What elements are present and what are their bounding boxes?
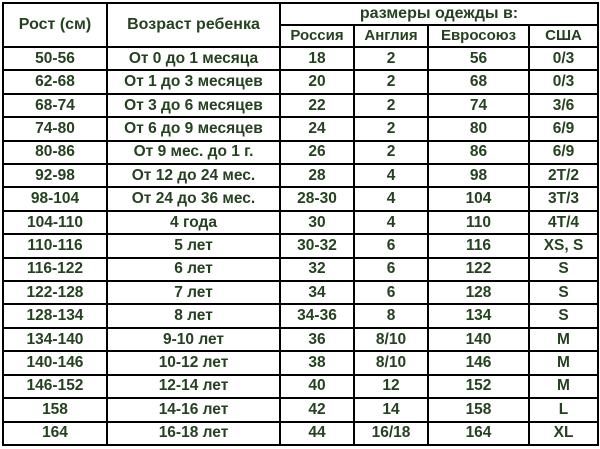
cell-age: 4 года xyxy=(108,212,279,233)
cell-usa: M xyxy=(530,329,597,350)
cell-usa: XS, S xyxy=(530,235,597,256)
table-row xyxy=(4,142,597,163)
cell-age: 16-18 лет xyxy=(108,423,279,445)
cell-russia: 44 xyxy=(281,423,353,445)
table-header xyxy=(4,4,597,46)
cell-england: 6 xyxy=(355,282,427,303)
table-row xyxy=(4,352,597,373)
size-table-frame xyxy=(2,2,597,446)
cell-russia: 32 xyxy=(281,259,353,280)
cell-height: 110-116 xyxy=(4,235,106,256)
cell-usa: M xyxy=(530,376,597,397)
cell-eu: 116 xyxy=(429,235,528,256)
cell-age: 10-12 лет xyxy=(108,352,279,373)
cell-age: От 24 до 36 мес. xyxy=(108,188,279,209)
cell-height: 128-134 xyxy=(4,305,106,326)
cell-height: 140-146 xyxy=(4,352,106,373)
header-row-1 xyxy=(4,4,597,24)
cell-height: 92-98 xyxy=(4,165,106,186)
cell-age: От 9 мес. до 1 г. xyxy=(108,142,279,163)
header-russia: Россия xyxy=(281,26,353,46)
cell-england: 16/18 xyxy=(355,423,427,445)
table-row xyxy=(4,71,597,92)
cell-eu: 86 xyxy=(429,142,528,163)
cell-england: 4 xyxy=(355,188,427,209)
cell-eu: 134 xyxy=(429,305,528,326)
cell-eu: 128 xyxy=(429,282,528,303)
cell-age: 7 лет xyxy=(108,282,279,303)
cell-age: От 12 до 24 мес. xyxy=(108,165,279,186)
cell-england: 4 xyxy=(355,165,427,186)
table-row xyxy=(4,235,597,256)
cell-russia: 20 xyxy=(281,71,353,92)
cell-russia: 28-30 xyxy=(281,188,353,209)
cell-eu: 152 xyxy=(429,376,528,397)
table-row xyxy=(4,188,597,209)
cell-eu: 98 xyxy=(429,165,528,186)
table-row xyxy=(4,165,597,186)
cell-england: 2 xyxy=(355,95,427,116)
cell-usa: 2T/2 xyxy=(530,165,597,186)
cell-height: 164 xyxy=(4,423,106,445)
cell-eu: 110 xyxy=(429,212,528,233)
cell-russia: 34 xyxy=(281,282,353,303)
cell-russia: 36 xyxy=(281,329,353,350)
cell-height: 158 xyxy=(4,399,106,420)
cell-height: 104-110 xyxy=(4,212,106,233)
cell-height: 98-104 xyxy=(4,188,106,209)
table-row xyxy=(4,95,597,116)
cell-age: 5 лет xyxy=(108,235,279,256)
cell-age: От 1 до 3 месяцев xyxy=(108,71,279,92)
cell-usa: S xyxy=(530,259,597,280)
cell-age: От 6 до 9 месяцев xyxy=(108,118,279,139)
cell-england: 8 xyxy=(355,305,427,326)
cell-russia: 40 xyxy=(281,376,353,397)
cell-england: 2 xyxy=(355,118,427,139)
cell-usa: S xyxy=(530,282,597,303)
cell-usa: M xyxy=(530,352,597,373)
header-usa: США xyxy=(530,26,597,46)
cell-russia: 24 xyxy=(281,118,353,139)
cell-usa: 3/6 xyxy=(530,95,597,116)
cell-eu: 140 xyxy=(429,329,528,350)
header-height: Рост (см) xyxy=(4,4,106,46)
cell-usa: 3T/3 xyxy=(530,188,597,209)
cell-age: От 0 до 1 месяца xyxy=(108,48,279,69)
table-row xyxy=(4,48,597,69)
table-row xyxy=(4,259,597,280)
cell-england: 6 xyxy=(355,259,427,280)
cell-usa: L xyxy=(530,399,597,420)
cell-usa: 6/9 xyxy=(530,142,597,163)
cell-eu: 56 xyxy=(429,48,528,69)
table-row xyxy=(4,118,597,139)
header-eu: Евросоюз xyxy=(429,26,528,46)
cell-height: 62-68 xyxy=(4,71,106,92)
cell-england: 8/10 xyxy=(355,352,427,373)
cell-height: 74-80 xyxy=(4,118,106,139)
cell-age: От 3 до 6 месяцев xyxy=(108,95,279,116)
cell-height: 50-56 xyxy=(4,48,106,69)
cell-england: 2 xyxy=(355,142,427,163)
cell-height: 116-122 xyxy=(4,259,106,280)
cell-age: 9-10 лет xyxy=(108,329,279,350)
cell-eu: 146 xyxy=(429,352,528,373)
cell-height: 122-128 xyxy=(4,282,106,303)
cell-age: 14-16 лет xyxy=(108,399,279,420)
cell-eu: 80 xyxy=(429,118,528,139)
cell-england: 12 xyxy=(355,376,427,397)
cell-usa: 4T/4 xyxy=(530,212,597,233)
cell-age: 12-14 лет xyxy=(108,376,279,397)
header-england: Англия xyxy=(355,26,427,46)
cell-eu: 74 xyxy=(429,95,528,116)
cell-height: 80-86 xyxy=(4,142,106,163)
cell-height: 146-152 xyxy=(4,376,106,397)
cell-russia: 18 xyxy=(281,48,353,69)
cell-usa: S xyxy=(530,305,597,326)
cell-age: 8 лет xyxy=(108,305,279,326)
cell-usa: 0/3 xyxy=(530,71,597,92)
table-row xyxy=(4,305,597,326)
cell-eu: 122 xyxy=(429,259,528,280)
cell-england: 8/10 xyxy=(355,329,427,350)
table-row xyxy=(4,399,597,420)
table-row xyxy=(4,212,597,233)
cell-eu: 68 xyxy=(429,71,528,92)
cell-england: 4 xyxy=(355,212,427,233)
cell-russia: 26 xyxy=(281,142,353,163)
cell-england: 2 xyxy=(355,71,427,92)
cell-russia: 42 xyxy=(281,399,353,420)
table-row xyxy=(4,282,597,303)
cell-eu: 104 xyxy=(429,188,528,209)
cell-age: 6 лет xyxy=(108,259,279,280)
cell-russia: 28 xyxy=(281,165,353,186)
table-row xyxy=(4,329,597,350)
cell-russia: 38 xyxy=(281,352,353,373)
cell-height: 68-74 xyxy=(4,95,106,116)
cell-russia: 22 xyxy=(281,95,353,116)
cell-eu: 164 xyxy=(429,423,528,445)
cell-england: 14 xyxy=(355,399,427,420)
cell-height: 134-140 xyxy=(4,329,106,350)
cell-england: 2 xyxy=(355,48,427,69)
header-age: Возраст ребенка xyxy=(108,4,279,46)
table-row xyxy=(4,423,597,445)
cell-usa: 0/3 xyxy=(530,48,597,69)
cell-russia: 30 xyxy=(281,212,353,233)
cell-england: 6 xyxy=(355,235,427,256)
cell-russia: 30-32 xyxy=(281,235,353,256)
cell-usa: XL xyxy=(530,423,597,445)
cell-russia: 34-36 xyxy=(281,305,353,326)
clothing-size-table xyxy=(2,2,599,446)
cell-eu: 158 xyxy=(429,399,528,420)
cell-usa: 6/9 xyxy=(530,118,597,139)
table-body xyxy=(4,48,597,444)
table-row xyxy=(4,376,597,397)
header-size-group: размеры одежды в: xyxy=(281,4,597,24)
